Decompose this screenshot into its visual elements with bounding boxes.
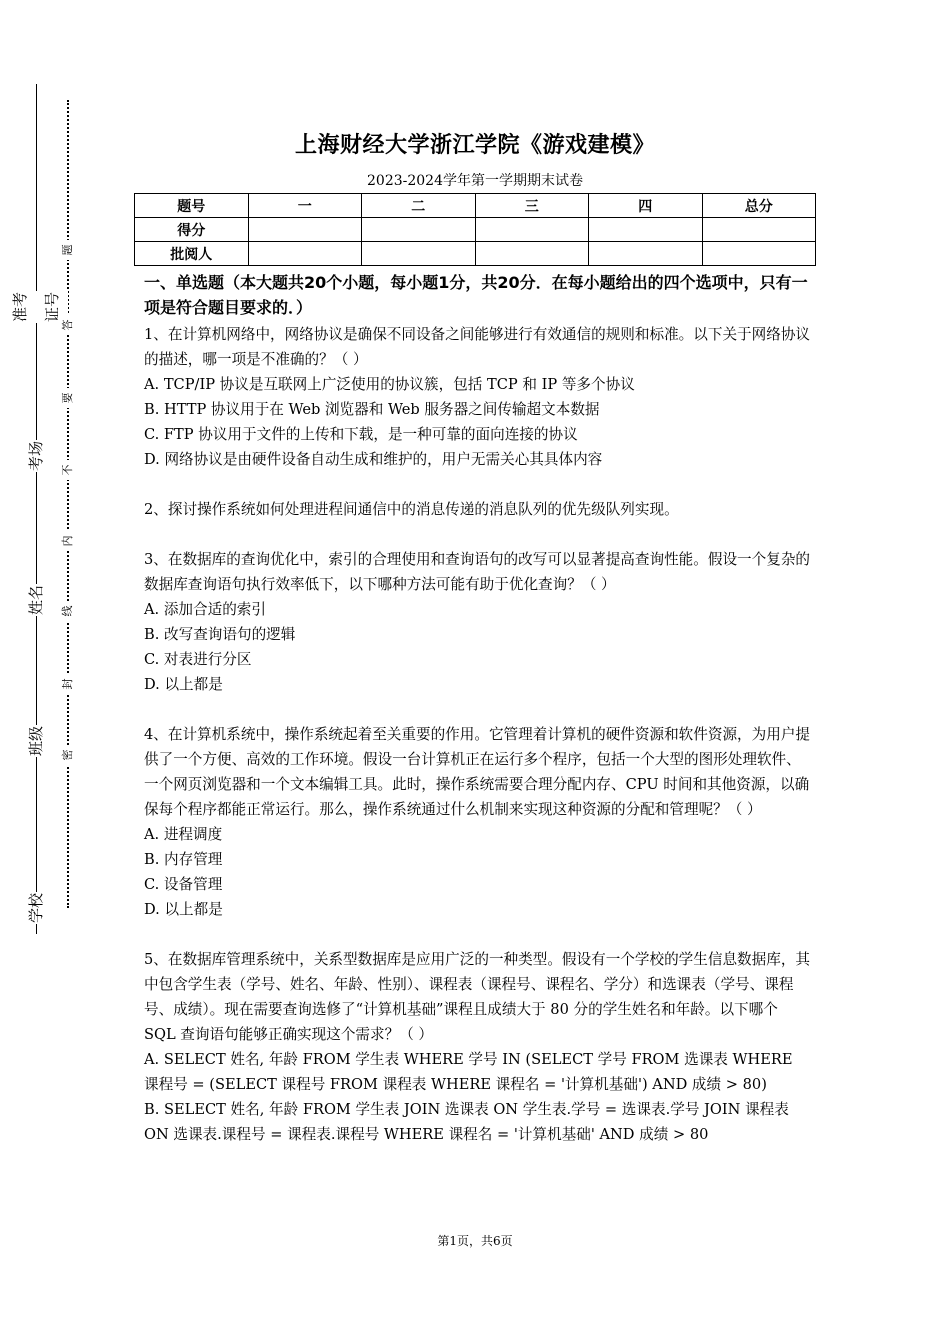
- question-option: A. SELECT 姓名, 年龄 FROM 学生表 WHERE 学号 IN (SELECT 学号 FROM 选课表 WHERE 课程号 = (SELECT 课程号 FROM 课程表 WHERE 课程名 = '计算机基础') AND 成绩 > 80): [144, 1051, 793, 1093]
- column-header: 总分: [702, 194, 816, 218]
- question-option: B. SELECT 姓名, 年龄 FROM 学生表 JOIN 选课表 ON 学生表.学号 = 选课表.学号 JOIN 课程表 ON 选课表.课程号 = 课程表.课程号 WHERE 课程名 = '计算机基础' AND 成绩 > 80: [144, 1101, 789, 1143]
- question-stem: 5、在数据库管理系统中，关系型数据库是应用广泛的一种类型。假设有一个学校的学生信息数据库，其中包含学生表（学号、姓名、年龄、性别）、课程表（课程号、课程名、学分）和选课表（学号、课程号、成绩）。现在需要查询选修了“计算机基础”课程且成绩大于 80 分的学生姓名和年龄。以下哪个 SQL 查询语句能够正确实现这个需求？（ ）: [144, 951, 811, 1043]
- score-cell[interactable]: [702, 218, 816, 242]
- school-label: 学校: [20, 892, 52, 924]
- question-option: B. HTTP 协议用于在 Web 浏览器和 Web 服务器之间传输超文本数据: [144, 401, 600, 418]
- grader-cell[interactable]: [475, 242, 589, 266]
- column-header: 二: [362, 194, 476, 218]
- exam-title: 上海财经大学浙江学院《游戏建模》: [294, 133, 655, 158]
- exam-content: [144, 270, 810, 1147]
- question-option: A. 进程调度: [144, 826, 223, 843]
- seal-char: 线: [61, 601, 75, 621]
- question-stem: 1、在计算机网络中，网络协议是确保不同设备之间能够进行有效通信的规则和标准。以下关于网络协议的描述，哪一项是不准确的？（ ）: [144, 326, 811, 368]
- exam-room-label: 考场: [20, 440, 52, 472]
- question-option: C. 设备管理: [144, 876, 223, 893]
- class-label: 班级: [20, 725, 52, 757]
- grader-cell[interactable]: [362, 242, 476, 266]
- binding-line: [36, 84, 37, 934]
- seal-char: 题: [61, 240, 75, 260]
- table-row: [135, 194, 816, 218]
- question-option: B. 内存管理: [144, 851, 223, 868]
- grader-cell[interactable]: [702, 242, 816, 266]
- section-heading: 一、单选题（本大题共20个小题，每小题1分，共20分．在每小题给出的四个选项中，只有一项是符合题目要求的．）: [144, 273, 808, 317]
- page-footer: 第1页，共6页: [437, 1234, 513, 1248]
- grader-cell[interactable]: [589, 242, 703, 266]
- seal-char: 封: [61, 674, 75, 694]
- seal-char: 内: [61, 531, 75, 551]
- seal-char: 答: [61, 315, 75, 335]
- score-cell[interactable]: [362, 218, 476, 242]
- question-option: D. 以上都是: [144, 901, 223, 918]
- score-table: [134, 193, 816, 266]
- question-stem: 3、在数据库的查询优化中，索引的合理使用和查询语句的改写可以显著提高查询性能。假设一个复杂的数据库查询语句执行效率低下，以下哪种方法可能有助于优化查询？（ ）: [144, 551, 811, 593]
- question-option: C. FTP 协议用于文件的上传和下载，是一种可靠的面向连接的协议: [144, 426, 578, 443]
- exam-id-label: 准考证号: [4, 291, 68, 323]
- grader-cell[interactable]: [248, 242, 362, 266]
- column-header: 一: [248, 194, 362, 218]
- column-header: 四: [589, 194, 703, 218]
- question-option: B. 改写查询语句的逻辑: [144, 626, 296, 643]
- name-label: 姓名: [20, 584, 52, 616]
- score-cell[interactable]: [589, 218, 703, 242]
- table-row: [135, 242, 816, 266]
- question-stem: 4、在计算机系统中，操作系统起着至关重要的作用。它管理着计算机的硬件资源和软件资源，为用户提供了一个方便、高效的工作环境。假设一台计算机正在运行多个程序，包括一个大型的图形处理软件、一个网页浏览器和一个文本编辑工具。此时，操作系统需要合理分配内存、CPU 时间和其他资源，以确保每个程序都能正常运行。那么，操作系统通过什么机制来实现这种资源的分配和管理呢？（ ）: [144, 726, 811, 818]
- row-label: 得分: [135, 218, 249, 242]
- seal-dotted-line: [67, 100, 69, 908]
- seal-char: 密: [61, 745, 75, 765]
- question-stem: 2、探讨操作系统如何处理进程间通信中的消息传递的消息队列的优先级队列实现。: [144, 501, 679, 518]
- exam-subtitle: 2023-2024学年第一学期期末试卷: [367, 173, 583, 189]
- score-cell[interactable]: [475, 218, 589, 242]
- row-label: 批阅人: [135, 242, 249, 266]
- question-option: D. 以上都是: [144, 676, 223, 693]
- column-header: 三: [475, 194, 589, 218]
- row-label: 题号: [135, 194, 249, 218]
- seal-char: 要: [61, 388, 75, 408]
- seal-char: 不: [61, 460, 75, 480]
- question-option: D. 网络协议是由硬件设备自动生成和维护的，用户无需关心其具体内容: [144, 451, 603, 468]
- table-row: [135, 218, 816, 242]
- question-option: C. 对表进行分区: [144, 651, 252, 668]
- score-cell[interactable]: [248, 218, 362, 242]
- question-option: A. TCP/IP 协议是互联网上广泛使用的协议簇，包括 TCP 和 IP 等多个协议: [144, 376, 635, 393]
- question-option: A. 添加合适的索引: [144, 601, 266, 618]
